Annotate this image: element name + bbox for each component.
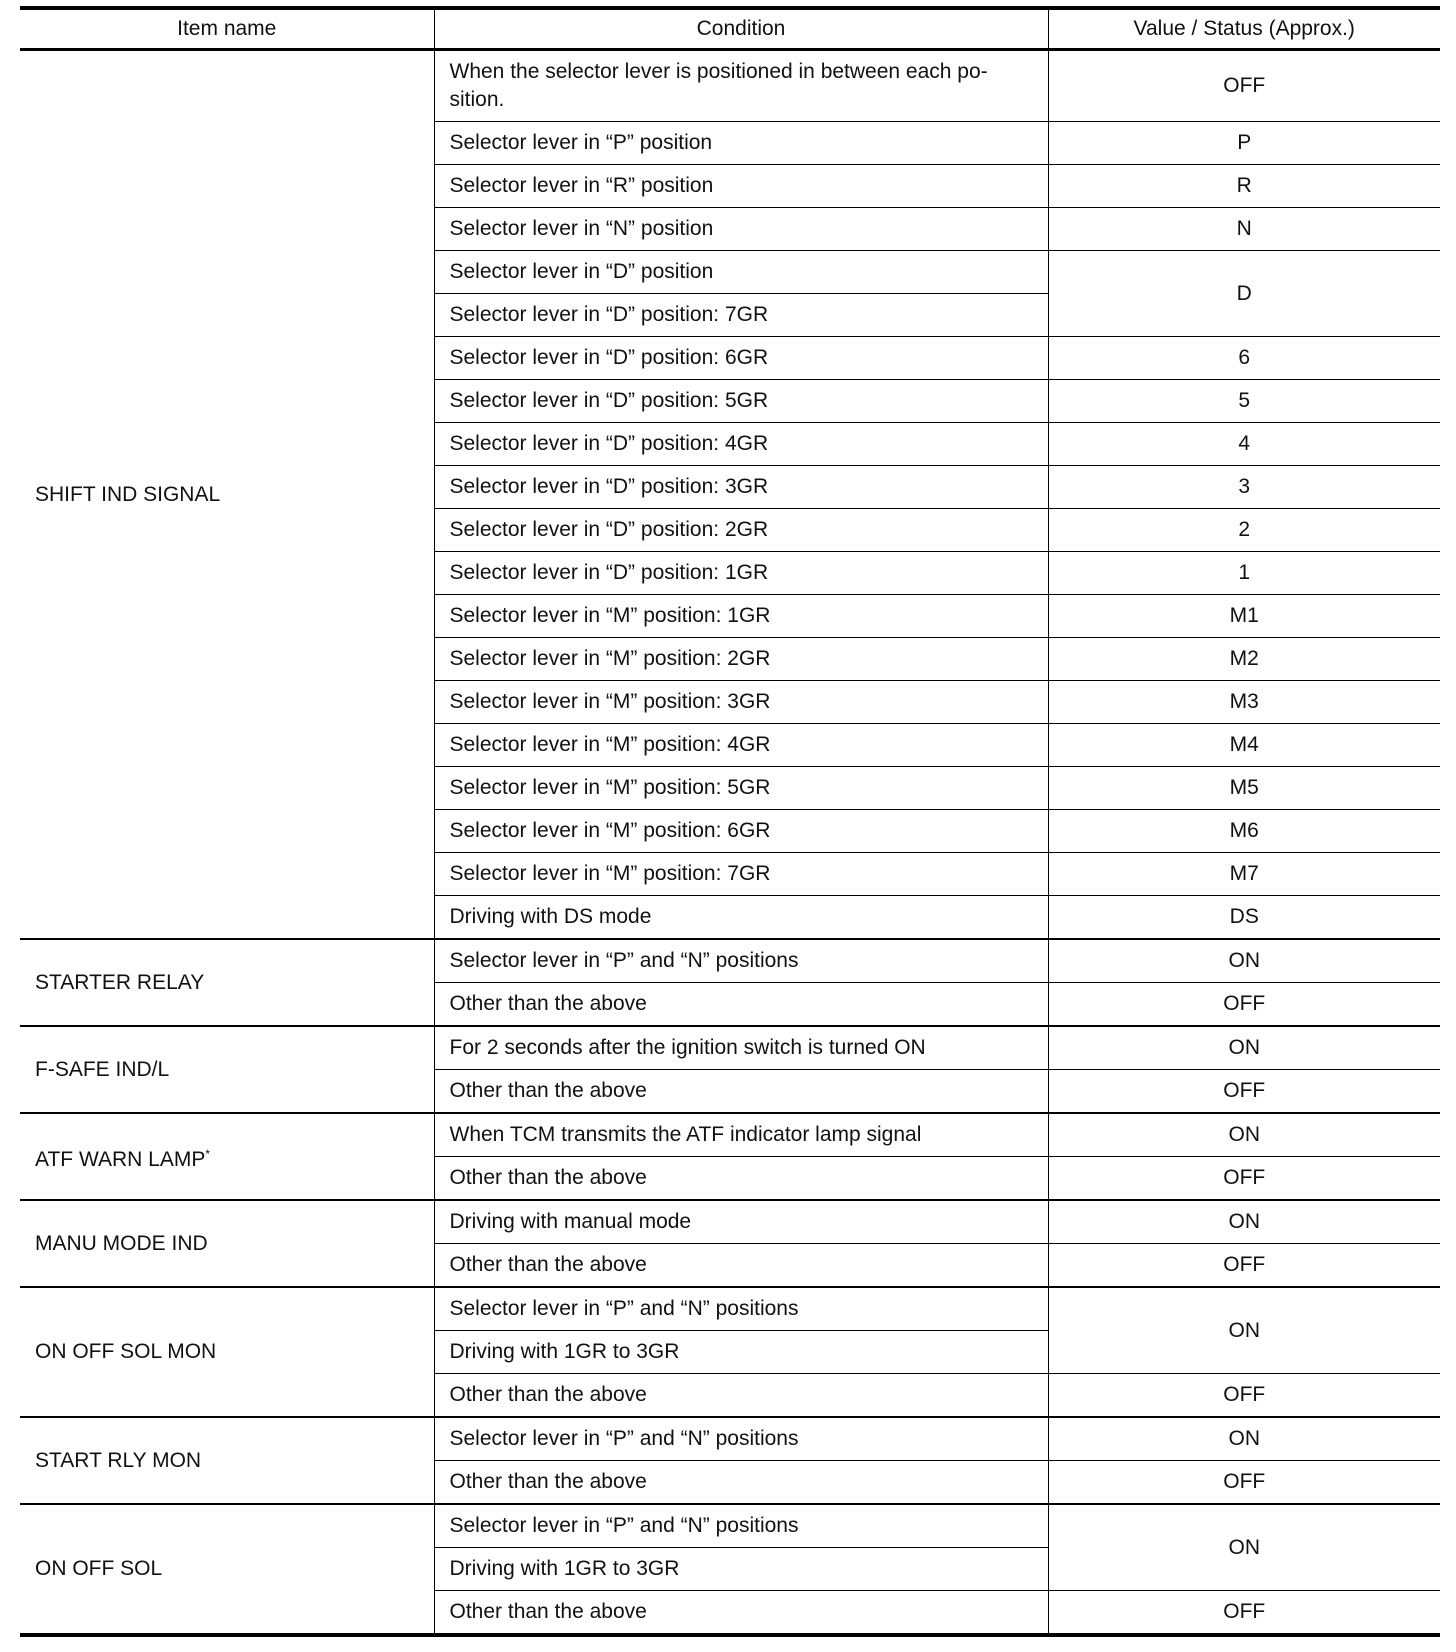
value-cell: N (1048, 208, 1440, 251)
table-row (20, 1417, 1440, 1461)
value-cell: OFF (1048, 1591, 1440, 1636)
condition-cell: When the selector lever is positioned in between each po- sition. (434, 50, 1048, 122)
condition-cell: Selector lever in “M” position: 2GR (434, 638, 1048, 681)
value-cell: ON (1048, 1200, 1440, 1244)
value-cell: OFF (1048, 1070, 1440, 1114)
header-item-name: Item name (20, 8, 434, 50)
condition-cell: Selector lever in “M” position: 3GR (434, 681, 1048, 724)
table-row (20, 939, 1440, 983)
condition-cell: Selector lever in “P” and “N” positions (434, 1504, 1048, 1548)
value-cell: ON (1048, 1026, 1440, 1070)
value-cell: OFF (1048, 1461, 1440, 1505)
value-cell: M6 (1048, 810, 1440, 853)
condition-cell: Other than the above (434, 1244, 1048, 1288)
item-on-off-sol: ON OFF SOL (20, 1504, 434, 1635)
condition-cell: Selector lever in “D” position: 2GR (434, 509, 1048, 552)
value-cell: D (1048, 251, 1440, 337)
value-cell: 2 (1048, 509, 1440, 552)
item-atf-warn-lamp (20, 1113, 434, 1200)
table-row (20, 50, 1440, 122)
value-cell: OFF (1048, 983, 1440, 1027)
condition-cell: Selector lever in “D” position: 7GR (434, 294, 1048, 337)
condition-cell: Selector lever in “R” position (434, 165, 1048, 208)
condition-cell: Driving with 1GR to 3GR (434, 1548, 1048, 1591)
item-manu-mode-ind: MANU MODE IND (20, 1200, 434, 1287)
footnote-marker: * (205, 1146, 211, 1161)
condition-cell: Selector lever in “P” and “N” positions (434, 1417, 1048, 1461)
header-value-status: Value / Status (Approx.) (1048, 8, 1440, 50)
condition-cell: Other than the above (434, 1070, 1048, 1114)
value-cell: M3 (1048, 681, 1440, 724)
value-cell: ON (1048, 1417, 1440, 1461)
condition-cell: Other than the above (434, 983, 1048, 1027)
condition-cell: Other than the above (434, 1461, 1048, 1505)
table-row (20, 1113, 1440, 1157)
condition-cell: For 2 seconds after the ignition switch is turned ON (434, 1026, 1048, 1070)
condition-cell: Selector lever in “P” and “N” positions (434, 1287, 1048, 1331)
table-row (20, 1287, 1440, 1331)
item-shift-ind-signal: SHIFT IND SIGNAL (35, 482, 221, 506)
condition-cell: Selector lever in “P” and “N” positions (434, 939, 1048, 983)
condition-cell: Other than the above (434, 1591, 1048, 1636)
value-cell: M7 (1048, 853, 1440, 896)
table-row (20, 1200, 1440, 1244)
condition-cell: Selector lever in “D” position: 6GR (434, 337, 1048, 380)
value-cell: 4 (1048, 423, 1440, 466)
value-cell: 5 (1048, 380, 1440, 423)
value-cell: M1 (1048, 595, 1440, 638)
value-cell: R (1048, 165, 1440, 208)
condition-cell: When TCM transmits the ATF indicator lamp signal (434, 1113, 1048, 1157)
item-starter-relay: STARTER RELAY (20, 939, 434, 1026)
value-cell: M5 (1048, 767, 1440, 810)
header-row (20, 8, 1440, 50)
value-cell: ON (1048, 939, 1440, 983)
data-monitor-table-container (20, 6, 1440, 1637)
condition-cell: Selector lever in “M” position: 7GR (434, 853, 1048, 896)
value-cell: DS (1048, 896, 1440, 940)
condition-cell: Selector lever in “D” position (434, 251, 1048, 294)
item-start-rly-mon: START RLY MON (20, 1417, 434, 1504)
condition-cell: Selector lever in “M” position: 6GR (434, 810, 1048, 853)
value-cell: 3 (1048, 466, 1440, 509)
value-cell: P (1048, 122, 1440, 165)
value-cell: M2 (1048, 638, 1440, 681)
value-cell: ON (1048, 1287, 1440, 1374)
condition-cell: Selector lever in “D” position: 4GR (434, 423, 1048, 466)
condition-cell: Selector lever in “P” position (434, 122, 1048, 165)
item-f-safe-ind: F-SAFE IND/L (20, 1026, 434, 1113)
value-cell: OFF (1048, 1244, 1440, 1288)
value-cell: ON (1048, 1113, 1440, 1157)
table-row (20, 1026, 1440, 1070)
value-cell: ON (1048, 1504, 1440, 1591)
condition-cell: Selector lever in “M” position: 1GR (434, 595, 1048, 638)
header-condition: Condition (434, 8, 1048, 50)
condition-cell: Selector lever in “M” position: 5GR (434, 767, 1048, 810)
condition-cell: Driving with DS mode (434, 896, 1048, 940)
condition-cell: Other than the above (434, 1374, 1048, 1418)
table-row (20, 1504, 1440, 1548)
value-cell: OFF (1048, 50, 1440, 122)
value-cell: OFF (1048, 1157, 1440, 1201)
condition-cell: Driving with manual mode (434, 1200, 1048, 1244)
item-atf-warn-lamp-label: ATF WARN LAMP (35, 1147, 206, 1171)
value-cell: M4 (1048, 724, 1440, 767)
condition-cell: Selector lever in “M” position: 4GR (434, 724, 1048, 767)
condition-cell: Selector lever in “D” position: 1GR (434, 552, 1048, 595)
item-on-off-sol-mon: ON OFF SOL MON (20, 1287, 434, 1417)
value-cell: 1 (1048, 552, 1440, 595)
condition-cell: Selector lever in “N” position (434, 208, 1048, 251)
condition-cell: Selector lever in “D” position: 5GR (434, 380, 1048, 423)
condition-cell: Other than the above (434, 1157, 1048, 1201)
condition-cell: Selector lever in “D” position: 3GR (434, 466, 1048, 509)
data-monitor-table (20, 6, 1440, 1637)
value-cell: OFF (1048, 1374, 1440, 1418)
value-cell: 6 (1048, 337, 1440, 380)
condition-cell: Driving with 1GR to 3GR (434, 1331, 1048, 1374)
